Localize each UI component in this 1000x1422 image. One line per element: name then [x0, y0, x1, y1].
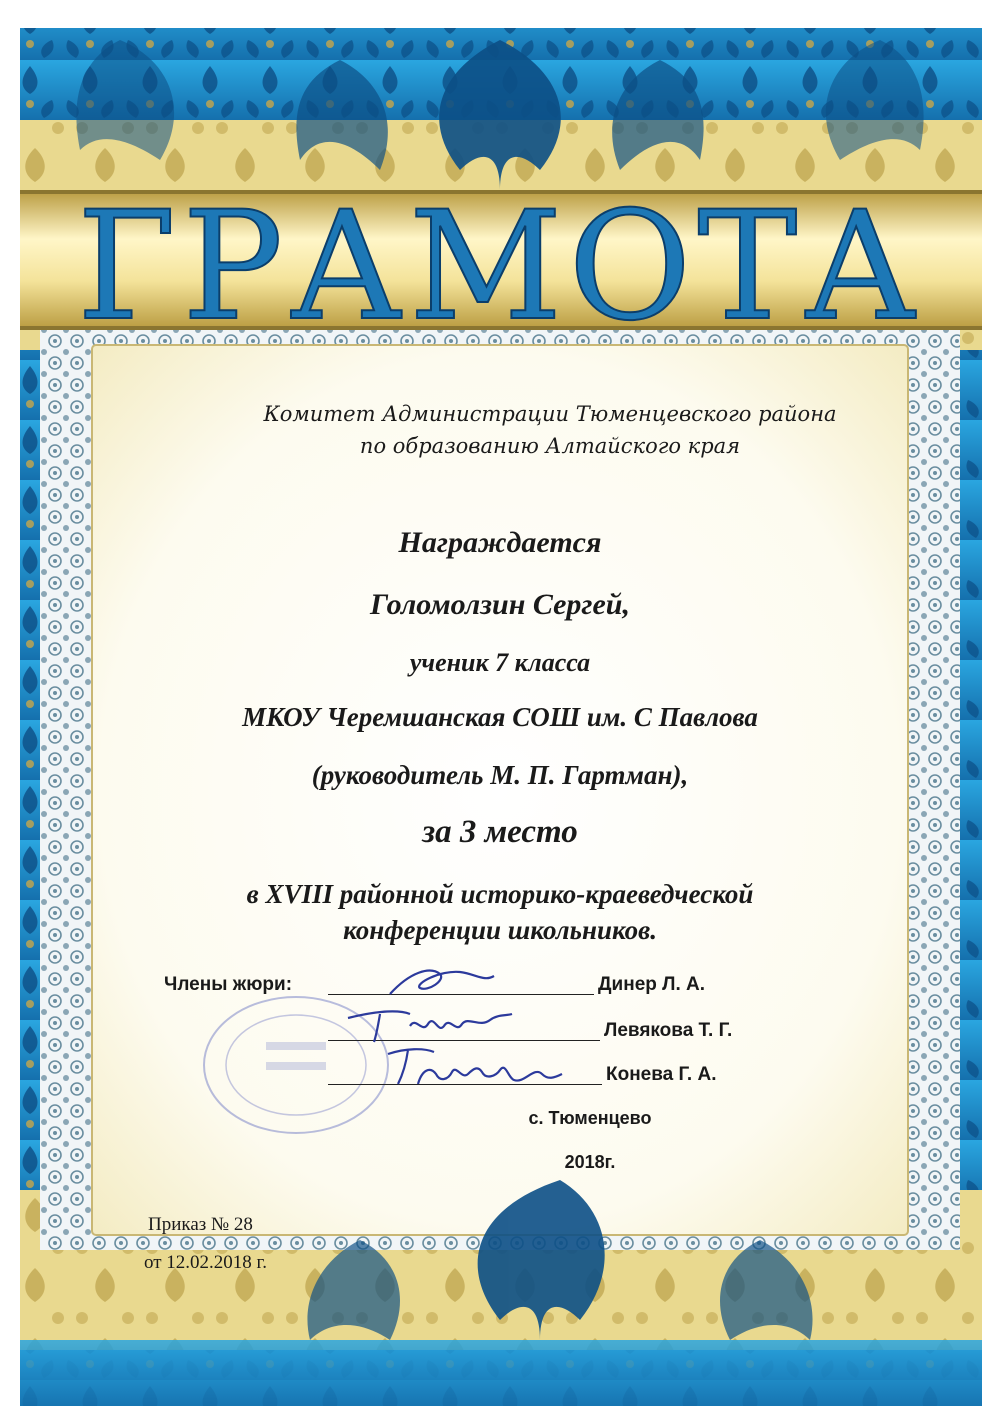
organization-block [0, 398, 1000, 462]
jury-member-1: Динер Л. А. [598, 974, 706, 995]
event-block [0, 876, 1000, 948]
organization-line-1: Комитет Администрации Тюменцевского района [263, 402, 837, 426]
supervisor: (руководитель М. П. Гартман), [311, 760, 689, 790]
recipient-name: Голомолзин Сергей, [370, 588, 630, 621]
title-text: ГРАМОТА [76, 180, 924, 354]
signature-3 [378, 1044, 568, 1090]
jury-label: Члены жюри: [164, 974, 293, 995]
event-line-2: конференции школьников. [343, 915, 657, 945]
jury-member-2: Левякова Т. Г. [604, 1020, 733, 1041]
signature-1 [380, 962, 500, 1002]
year: 2018г. [564, 1152, 616, 1172]
location: с. Тюменцево [528, 1108, 652, 1128]
event-line-1: в XVIII районной историко-краеведческой [246, 879, 754, 909]
order-block [144, 1206, 267, 1282]
grade: ученик 7 класса [409, 648, 591, 677]
order-number: Приказ № 28 [148, 1214, 253, 1235]
order-date: от 12.02.2018 г. [144, 1252, 267, 1273]
school: МКОУ Черемшанская СОШ им. С Павлова [242, 702, 758, 732]
organization-line-2: по образованию Алтайского края [359, 434, 741, 458]
awarded-label: Награждается [398, 526, 602, 559]
jury-member-3: Конева Г. А. [606, 1064, 717, 1085]
signature-2 [340, 1004, 520, 1048]
place: за 3 место [422, 814, 578, 850]
